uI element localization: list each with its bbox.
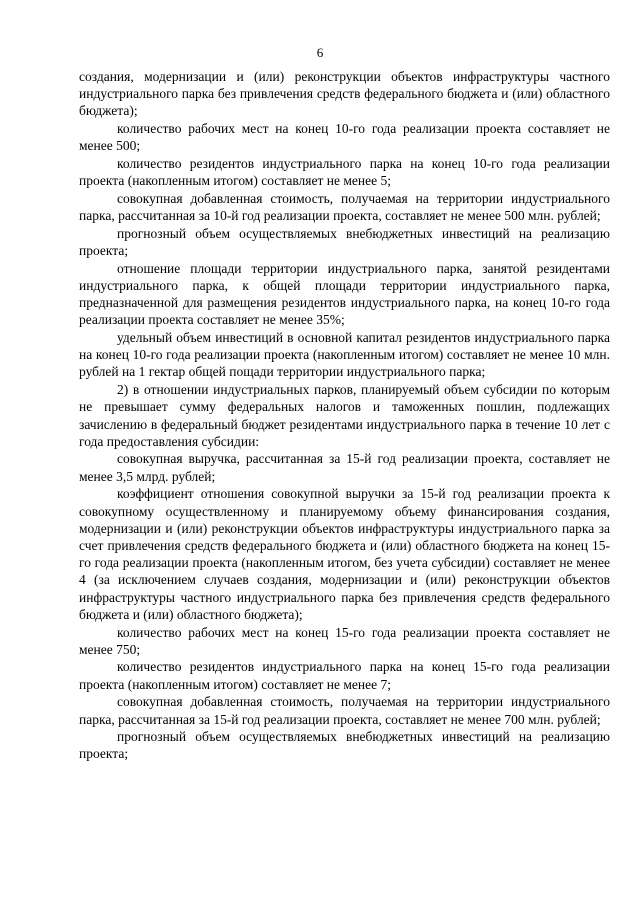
paragraph: количество рабочих мест на конец 15-го года реализации проекта составляет не менее 750; [79, 624, 610, 657]
paragraph: совокупная добавленная стоимость, получаемая на территории индустриального парка, рассчитанная за 15-й год реализации проекта, составляет не менее 700 млн. рублей; [79, 694, 610, 727]
paragraph: отношение площади территории индустриального парка, занятой резидентами индустриального парка, к общей площади территории индустриального парка, предназначенной для размещения резидентов индустриального парка, на конец 10-го года реализации проекта составляет не менее 35%; [79, 260, 610, 328]
paragraph: коэффициент отношения совокупной выручки за 15-й год реализации проекта к совокупному осуществленному и планируемому объему финансирования создания, модернизации и (или) реконструкции объектов инфраструктуры индустриального парка за счет привлечения средств федерального бюджета и (или) областного бюджета на конец 15-го года реализации проекта (накопленным итогом, без учета субсидии) составляет не менее 4 (за исключением случаев создания, модернизации и (или) реконструкции объектов инфраструктуры частного индустриального парка без привлечения средств федерального бюджета и (или) областного бюджета); [79, 486, 610, 622]
paragraph: прогнозный объем осуществляемых внебюджетных инвестиций на реализацию проекта; [79, 729, 610, 762]
paragraph: совокупная добавленная стоимость, получаемая на территории индустриального парка, рассчитанная за 10-й год реализации проекта, составляет не менее 500 млн. рублей; [79, 190, 610, 224]
paragraph: совокупная выручка, рассчитанная за 15-й год реализации проекта, составляет не менее 3,5 млрд. рублей; [79, 451, 610, 484]
paragraph: 2) в отношении индустриальных парков, планируемый объем субсидии по которым не превышает сумму федеральных налогов и таможенных пошлин, подлежащих зачислению в федеральный бюджет резидентами индустриального парка в течение 10 лет с года предоставления субсидии: [79, 382, 610, 449]
paragraph: удельный объем инвестиций в основной капитал резидентов индустриального парка на конец 10-го года реализации проекта (накопленным итогом) составляет не менее 10 млн. рублей на 1 гектар общей пощади территории индустриального парка; [79, 330, 610, 380]
paragraph: количество резидентов индустриального парка на конец 15-го года реализации проекта (накопленным итогом) составляет не менее 7; [79, 659, 610, 692]
page-number: 6 [316, 45, 324, 60]
paragraph: количество резидентов индустриального парка на конец 10-го года реализации проекта (накопленным итогом) составляет не менее 5; [79, 156, 610, 189]
document-body [79, 68, 610, 763]
paragraph: количество рабочих мест на конец 10-го года реализации проекта составляет не менее 500; [79, 121, 610, 154]
paragraph: прогнозный объем осуществляемых внебюджетных инвестиций на реализацию проекта; [79, 225, 610, 259]
paragraph: создания, модернизации и (или) реконструкции объектов инфраструктуры частного индустриального парка без привлечения средств федерального бюджета и (или) областного бюджета); [79, 69, 610, 119]
